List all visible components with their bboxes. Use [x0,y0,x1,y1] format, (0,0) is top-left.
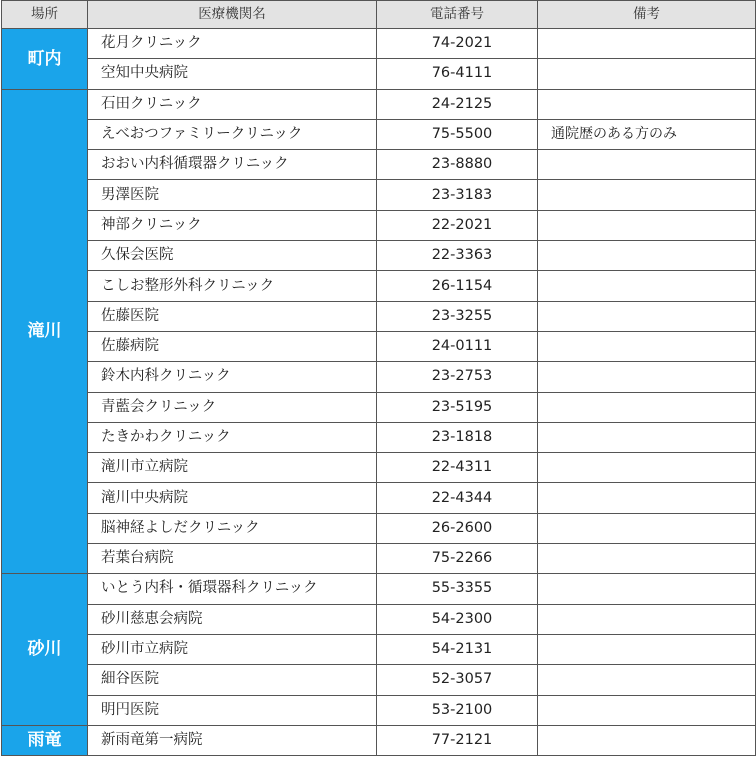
note-cell [538,392,756,422]
institution-name: 滝川中央病院 [88,483,377,513]
note-cell: 通院歴のある方のみ [538,119,756,149]
phone-number: 77-2121 [377,725,538,755]
header-phone: 電話番号 [377,1,538,29]
institution-name: 久保会医院 [88,241,377,271]
phone-number: 55-3355 [377,574,538,604]
institution-name: 新雨竜第一病院 [88,725,377,755]
note-cell [538,29,756,59]
note-cell [538,665,756,695]
area-label: 雨竜 [2,725,88,755]
table-row [2,29,756,59]
institution-name: 神部クリニック [88,210,377,240]
note-cell [538,695,756,725]
institution-name: 男澤医院 [88,180,377,210]
table-row [2,392,756,422]
phone-number: 24-2125 [377,89,538,119]
table-row [2,59,756,89]
institution-name: 青藍会クリニック [88,392,377,422]
header-place: 場所 [2,1,88,29]
table-row [2,544,756,574]
institution-name: 滝川市立病院 [88,453,377,483]
phone-number: 23-3183 [377,180,538,210]
phone-number: 22-4344 [377,483,538,513]
area-label: 砂川 [2,574,88,725]
table-row [2,483,756,513]
institution-name: 鈴木内科クリニック [88,362,377,392]
institution-name: 細谷医院 [88,665,377,695]
phone-number: 22-3363 [377,241,538,271]
institution-name: こしお整形外科クリニック [88,271,377,301]
header-institution: 医療機関名 [88,1,377,29]
phone-number: 23-3255 [377,301,538,331]
institution-name: えべおつファミリークリニック [88,119,377,149]
phone-number: 75-5500 [377,119,538,149]
phone-number: 53-2100 [377,695,538,725]
table-row [2,241,756,271]
note-cell [538,574,756,604]
institution-name: いとう内科・循環器科クリニック [88,574,377,604]
institution-name: 花月クリニック [88,29,377,59]
institution-name: 空知中央病院 [88,59,377,89]
table-row [2,89,756,119]
phone-number: 54-2300 [377,604,538,634]
institution-name: 佐藤医院 [88,301,377,331]
table-row [2,574,756,604]
note-cell [538,89,756,119]
table-row [2,513,756,543]
phone-number: 22-4311 [377,453,538,483]
table-row [2,210,756,240]
note-cell [538,604,756,634]
note-cell [538,301,756,331]
table-row [2,271,756,301]
institution-name: 砂川市立病院 [88,634,377,664]
phone-number: 26-2600 [377,513,538,543]
institution-name: 石田クリニック [88,89,377,119]
note-cell [538,271,756,301]
table-row [2,695,756,725]
note-cell [538,180,756,210]
institution-name: 若葉台病院 [88,544,377,574]
table-row [2,331,756,361]
table-row [2,665,756,695]
phone-number: 54-2131 [377,634,538,664]
table-row [2,119,756,149]
table-row [2,362,756,392]
note-cell [538,634,756,664]
note-cell [538,210,756,240]
phone-number: 23-1818 [377,422,538,452]
medical-institutions-table [1,0,756,756]
table-row [2,604,756,634]
phone-number: 23-2753 [377,362,538,392]
area-label: 滝川 [2,89,88,574]
institution-name: 明円医院 [88,695,377,725]
table-row [2,634,756,664]
phone-number: 22-2021 [377,210,538,240]
institution-name: 砂川慈恵会病院 [88,604,377,634]
header-notes: 備考 [538,1,756,29]
note-cell [538,453,756,483]
institution-name: 佐藤病院 [88,331,377,361]
phone-number: 52-3057 [377,665,538,695]
note-cell [538,422,756,452]
phone-number: 23-8880 [377,150,538,180]
phone-number: 74-2021 [377,29,538,59]
note-cell [538,59,756,89]
table-row [2,725,756,755]
note-cell [538,331,756,361]
note-cell [538,241,756,271]
phone-number: 26-1154 [377,271,538,301]
institution-name: たきかわクリニック [88,422,377,452]
note-cell [538,362,756,392]
institution-name: おおい内科循環器クリニック [88,150,377,180]
table-row [2,453,756,483]
note-cell [538,725,756,755]
table-body [2,29,756,756]
note-cell [538,150,756,180]
table-row [2,301,756,331]
phone-number: 24-0111 [377,331,538,361]
table-row [2,180,756,210]
phone-number: 23-5195 [377,392,538,422]
header-row [2,1,756,29]
table-row [2,422,756,452]
note-cell [538,544,756,574]
note-cell [538,483,756,513]
table-row [2,150,756,180]
area-label: 町内 [2,29,88,90]
note-cell [538,513,756,543]
phone-number: 76-4111 [377,59,538,89]
institution-name: 脳神経よしだクリニック [88,513,377,543]
phone-number: 75-2266 [377,544,538,574]
